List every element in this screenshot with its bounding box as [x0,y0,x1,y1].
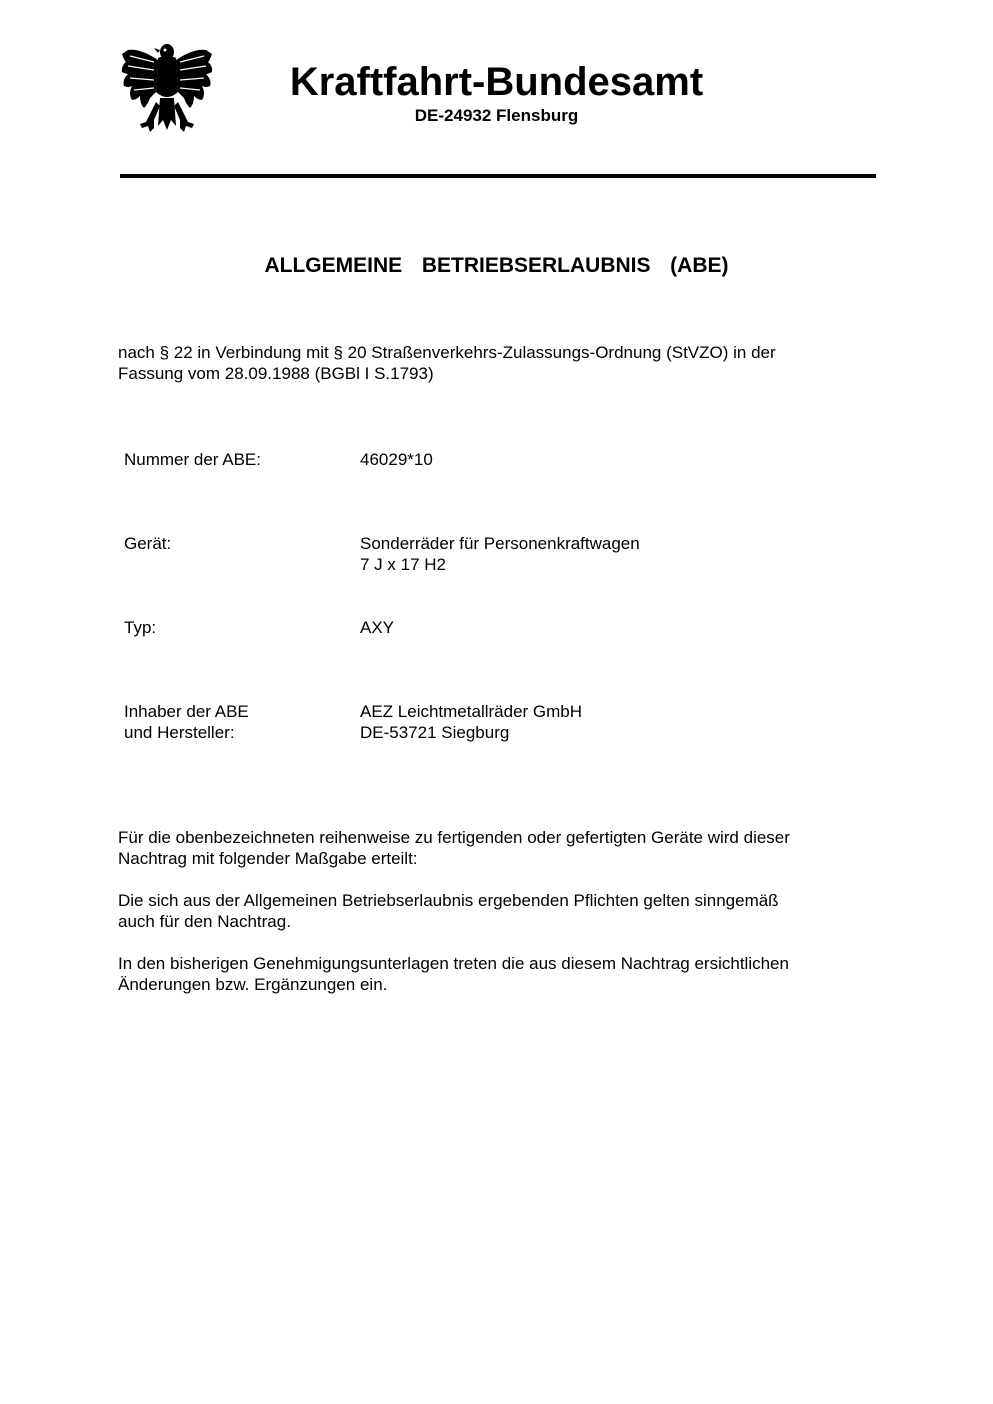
field-label: Gerät: [124,534,172,553]
legal-basis-line: Fassung vom 28.09.1988 (BGBl I S.1793) [118,364,434,383]
document-title: ALLGEMEINE BETRIEBSERLAUBNIS (ABE) [264,254,729,277]
field-value: Sonderräder für Personenkraftwagen 7 J x 17 H2 [360,534,640,574]
header [0,58,993,106]
field-label: Inhaber der ABE und Hersteller: [124,702,249,742]
paragraph: Die sich aus der Allgemeinen Betriebserlaubnis ergebenden Pflichten gelten sinngemäß auch für den Nachtrag. [118,891,779,931]
field-value: AEZ Leichtmetallräder GmbH DE-53721 Siegburg [360,702,583,742]
organization-address: DE-24932 Flensburg [414,106,579,125]
paragraph: Für die obenbezeichneten reihenweise zu fertigenden oder gefertigten Geräte wird dieser Nachtrag mit folgender Maßgabe erteilt: [118,828,790,868]
paragraph: In den bisherigen Genehmigungsunterlagen treten die aus diesem Nachtrag ersichtlichen Änderungen bzw. Ergänzungen ein. [118,954,789,994]
field-label: Typ: [124,618,157,637]
field-value: AXY [360,618,395,637]
organization-name: Kraftfahrt-Bundesamt [289,60,704,104]
legal-basis-line: nach § 22 in Verbindung mit § 20 Straßenverkehrs-Zulassungs-Ordnung (StVZO) in der [118,343,776,362]
field-value: 46029*10 [360,450,433,469]
legal-basis [118,342,878,384]
header-divider [120,174,876,178]
field-label: Nummer der ABE: [124,450,261,469]
